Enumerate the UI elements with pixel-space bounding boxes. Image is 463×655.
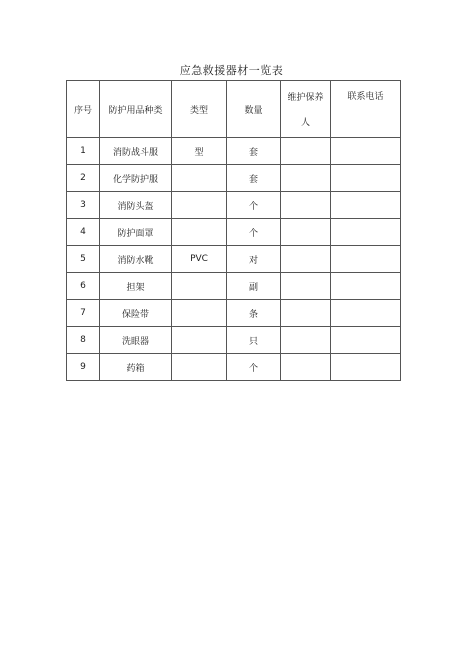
cell-item: 消防战斗服	[100, 138, 172, 165]
header-equipment-type: 防护用品种类	[100, 81, 172, 138]
cell-phone	[331, 246, 401, 273]
cell-item: 洗眼器	[100, 327, 172, 354]
cell-serial: 3	[67, 192, 100, 219]
cell-quantity: 副	[227, 273, 281, 300]
cell-item: 药箱	[100, 354, 172, 381]
cell-maintainer	[281, 219, 331, 246]
table-row	[67, 192, 401, 219]
cell-phone	[331, 327, 401, 354]
header-quantity: 数量	[227, 81, 281, 138]
cell-quantity: 个	[227, 192, 281, 219]
header-contact-phone: 联系电话	[331, 81, 401, 138]
cell-maintainer	[281, 327, 331, 354]
cell-phone	[331, 300, 401, 327]
cell-maintainer	[281, 246, 331, 273]
cell-type	[172, 219, 227, 246]
cell-serial: 1	[67, 138, 100, 165]
header-model: 类型	[172, 81, 227, 138]
table-row	[67, 354, 401, 381]
cell-maintainer	[281, 354, 331, 381]
table-row	[67, 138, 401, 165]
header-maintainer-line2: 人	[300, 118, 310, 128]
cell-maintainer	[281, 192, 331, 219]
table-row	[67, 246, 401, 273]
cell-type	[172, 192, 227, 219]
cell-type	[172, 165, 227, 192]
cell-phone	[331, 219, 401, 246]
cell-serial: 2	[67, 165, 100, 192]
table-row	[67, 327, 401, 354]
cell-quantity: 套	[227, 165, 281, 192]
cell-maintainer	[281, 138, 331, 165]
cell-quantity: 对	[227, 246, 281, 273]
cell-quantity: 套	[227, 138, 281, 165]
cell-item: 保险带	[100, 300, 172, 327]
cell-maintainer	[281, 273, 331, 300]
cell-phone	[331, 273, 401, 300]
cell-item: 担架	[100, 273, 172, 300]
cell-item: 消防头盔	[100, 192, 172, 219]
cell-quantity: 个	[227, 354, 281, 381]
cell-item: 防护面罩	[100, 219, 172, 246]
cell-maintainer	[281, 165, 331, 192]
cell-phone	[331, 354, 401, 381]
cell-serial: 6	[67, 273, 100, 300]
cell-maintainer	[281, 300, 331, 327]
cell-serial: 7	[67, 300, 100, 327]
cell-type	[172, 327, 227, 354]
table-header-row	[67, 81, 401, 138]
cell-quantity: 条	[227, 300, 281, 327]
header-maintainer-line1: 维护保养	[287, 93, 324, 103]
cell-type	[172, 300, 227, 327]
cell-serial: 4	[67, 219, 100, 246]
cell-type: 型	[172, 138, 227, 165]
table-row	[67, 273, 401, 300]
cell-type	[172, 273, 227, 300]
table-row	[67, 219, 401, 246]
equipment-table	[66, 80, 401, 381]
cell-phone	[331, 192, 401, 219]
cell-serial: 5	[67, 246, 100, 273]
cell-item: 消防水靴	[100, 246, 172, 273]
cell-phone	[331, 138, 401, 165]
cell-serial: 8	[67, 327, 100, 354]
cell-quantity: 只	[227, 327, 281, 354]
header-maintainer	[281, 81, 331, 138]
cell-phone	[331, 165, 401, 192]
cell-item: 化学防护服	[100, 165, 172, 192]
table-row	[67, 300, 401, 327]
header-serial-number: 序号	[67, 81, 100, 138]
cell-serial: 9	[67, 354, 100, 381]
cell-type	[172, 354, 227, 381]
table-row	[67, 165, 401, 192]
cell-type: PVC	[172, 246, 227, 273]
cell-quantity: 个	[227, 219, 281, 246]
document-title: 应急救援器材一览表	[179, 64, 284, 77]
